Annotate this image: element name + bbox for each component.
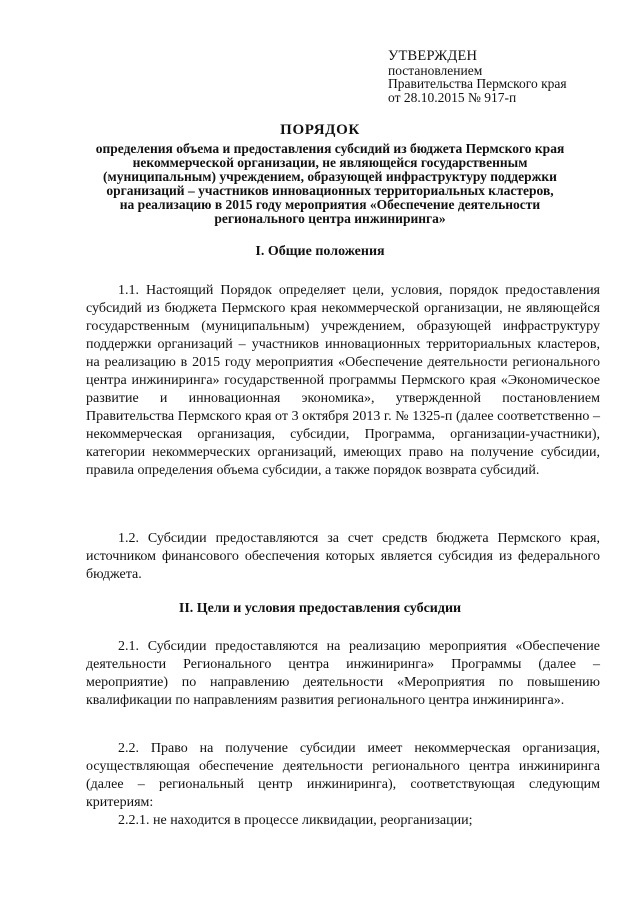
approval-line: от 28.10.2015 № 917-п [388,89,517,105]
approval-heading: УТВЕРЖДЕН [388,48,478,64]
subtitle-line: на реализацию в 2015 году мероприятия «Обеспечение деятельности [119,197,541,212]
paragraph-1-1: 1.1. Настоящий Порядок определяет цели, условия, порядок предоставления субсидий из бюджета Пермского края некоммерческой организации, не являющейся государственным (муниципальным) учреждением, образующей инфраструктуру поддержки организаций – участников инновационных территориальных кластеров, на реализацию в 2015 году мероприятия «Обеспечение деятельности регионального центра инжиниринга» государственной программы Пермского края «Экономическое развитие и инновационная экономика», утвержденной постановлением Правительства Пермского края от 3 октября 2013 г. № 1325-п (далее соответственно – некоммерческая организация, субсидии, Программа, организации-участники), категории некоммерческих организаций, имеющих право на получение субсидии, правила определения объема субсидии, а также порядок возврата субсидий. [86,283,600,478]
paragraph-2-1: 2.1. Субсидии предоставляются на реализацию мероприятия «Обеспечение деятельности Регионального центра инжиниринга» Программы (далее – мероприятие) по направлению деятельности «Мероприятия по повышению квалификации по направлениям развития регионального центра инжиниринга». [86,639,600,708]
paragraph-2-2-1: 2.2.1. не находится в процессе ликвидации, реорганизации; [118,813,473,828]
subtitle-line: некоммерческой организации, не являющейся государственным [132,155,528,170]
subtitle-line: определения объема и предоставления субсидий из бюджета Пермского края [95,141,565,156]
paragraph-2-2: 2.2. Право на получение субсидии имеет некоммерческая организация, осуществляющая обеспечение деятельности регионального центра инжиниринга (далее – региональный центр инжиниринга), соответствующая следующим критериям: [86,741,600,810]
subtitle-line: организаций – участников инновационных территориальных кластеров, [106,183,554,198]
subtitle-line: (муниципальным) учреждением, образующей инфраструктуру поддержки [103,169,557,184]
paragraph-1-2: 1.2. Субсидии предоставляются за счет средств бюджета Пермского края, источником финансового обеспечения которых является субсидия из федерального бюджета. [86,531,600,582]
document-subtitle [70,142,590,226]
document-title: ПОРЯДОК [280,122,360,138]
section-title-general: I. Общие положения [255,244,385,259]
approval-line: постановлением [388,62,483,78]
approval-stamp [388,50,628,104]
subtitle-line: регионального центра инжиниринга» [214,211,446,226]
section-title-goals: II. Цели и условия предоставления субсидии [178,601,462,616]
approval-line: Правительства Пермского края [388,76,567,91]
